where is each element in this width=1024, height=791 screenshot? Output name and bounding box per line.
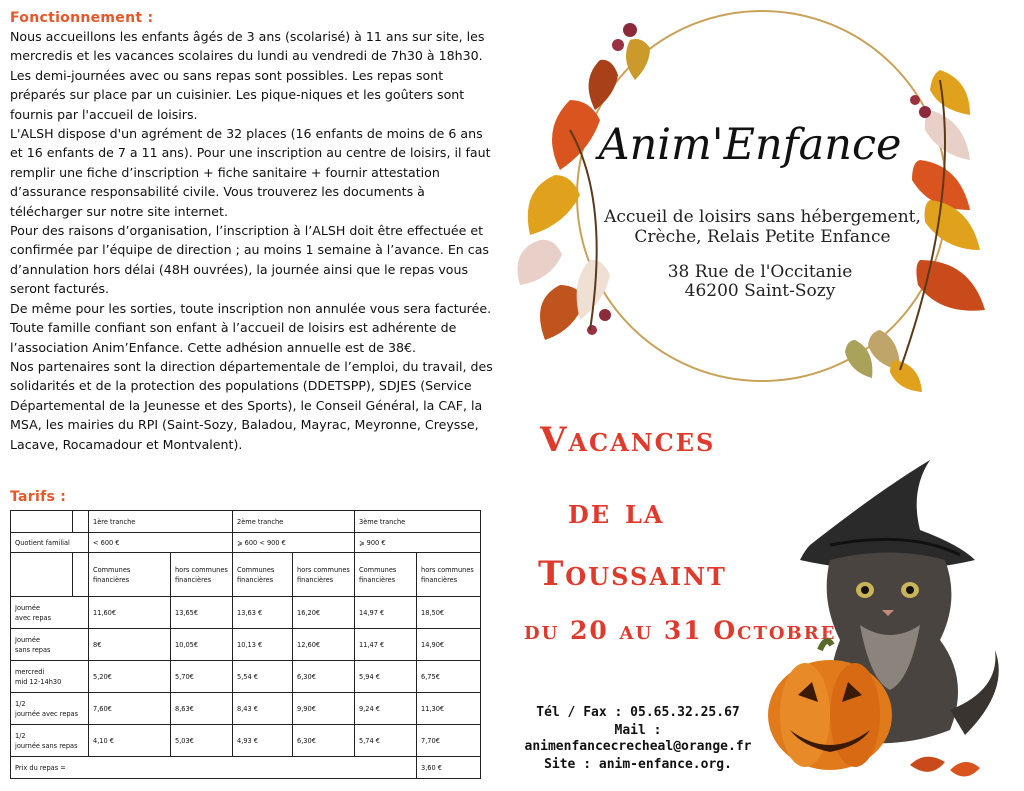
quotient-value: ⩾ 900 € bbox=[355, 533, 481, 553]
brand-subtitle bbox=[575, 207, 950, 247]
subtitle-line: Crèche, Relais Petite Enfance bbox=[634, 227, 891, 247]
paragraph: L'ALSH dispose d'un agrément de 32 places (16 enfants de moins de 6 ans et 16 enfants de 7 a 11 ans). Pour une inscription au centre de loisirs, il faut remplir une fiche d’inscription + fiche sanitaire + fournir attestation d’assurance responsabilité civile. Vous trouverez les documents à télécharger sur notre site internet. bbox=[10, 126, 491, 219]
price-cell: 8€ bbox=[89, 629, 171, 661]
table-row bbox=[11, 511, 481, 533]
contact-mail-label: Mail : bbox=[614, 723, 662, 738]
event-title-line: Vacances bbox=[540, 420, 716, 460]
fonctionnement-heading: Fonctionnement : bbox=[10, 10, 154, 26]
paragraph: Nous accueillons les enfants âgés de 3 ans (scolarisé) à 11 ans sur site, les mercredis et les vacances scolaires du lundi au vendredi de 7h30 à 18h30. Les demi-journées avec ou sans repas sont possibles. Les repas sont préparés sur place par un cuisinier. Les pique-niques et les goûters sont fournis par l'accueil de loisirs. bbox=[10, 29, 485, 122]
paragraph: De même pour les sorties, toute inscription non annulée vous sera facturée. bbox=[10, 300, 492, 316]
price-cell: 5,20€ bbox=[89, 661, 171, 693]
price-cell: 9,24 € bbox=[355, 693, 417, 725]
table-row bbox=[11, 553, 481, 597]
paragraph: Pour des raisons d’organisation, l’inscription à l’ALSH doit être effectuée et confirmée par l’équipe de direction ; au moins 1 semaine à l’avance. En cas d’annulation hors délai (48H ouvrées), la journée ainsi que le repas vous seront facturés. bbox=[10, 223, 489, 297]
row-label: 1/2 journée avec repas bbox=[11, 693, 89, 725]
price-cell: 5,94 € bbox=[355, 661, 417, 693]
price-cell: 11,30€ bbox=[417, 693, 481, 725]
price-cell: 5,03€ bbox=[171, 725, 233, 757]
row-label: Journée avec repas bbox=[11, 597, 89, 629]
row-label: mercredi mid 12-14h30 bbox=[11, 661, 89, 693]
price-cell: 11,47 € bbox=[355, 629, 417, 661]
table-cell bbox=[11, 511, 73, 533]
fonctionnement-section bbox=[10, 10, 495, 454]
price-cell: 8,43 € bbox=[233, 693, 293, 725]
event-dates: du 20 au 31 Octobre bbox=[524, 616, 837, 645]
contact-site[interactable]: Site : anim-enfance.org. bbox=[544, 757, 732, 772]
price-cell: 13,65€ bbox=[171, 597, 233, 629]
price-cell: 7,60€ bbox=[89, 693, 171, 725]
communes-header: hors communes financières bbox=[417, 553, 481, 597]
row-label: Journée sans repas bbox=[11, 629, 89, 661]
communes-header: Communes financières bbox=[89, 553, 171, 597]
event-title-line: Toussaint bbox=[538, 554, 727, 594]
price-cell: 9,90€ bbox=[293, 693, 355, 725]
table-cell bbox=[73, 511, 89, 533]
contact-tel: Tél / Fax : 05.65.32.25.67 bbox=[536, 705, 740, 720]
price-cell: 5,54 € bbox=[233, 661, 293, 693]
quotient-label: Quotient familial bbox=[11, 533, 89, 553]
price-cell: 14,90€ bbox=[417, 629, 481, 661]
tranche-header: 3ème tranche bbox=[355, 511, 481, 533]
fonctionnement-text bbox=[10, 27, 495, 454]
tranche-header: 2ème tranche bbox=[233, 511, 355, 533]
prix-repas-value: 3,60 € bbox=[417, 757, 481, 779]
table-row bbox=[11, 725, 481, 757]
price-cell: 8,63€ bbox=[171, 693, 233, 725]
communes-header: Communes financières bbox=[233, 553, 293, 597]
subtitle-line: Accueil de loisirs sans hébergement, bbox=[604, 207, 921, 227]
event-title-line: de la bbox=[568, 492, 665, 532]
tarifs-heading: Tarifs : bbox=[10, 489, 67, 505]
price-cell: 16,20€ bbox=[293, 597, 355, 629]
table-cell bbox=[73, 553, 89, 597]
communes-header: hors communes financières bbox=[293, 553, 355, 597]
table-row bbox=[11, 693, 481, 725]
price-cell: 6,30€ bbox=[293, 725, 355, 757]
table-row bbox=[11, 661, 481, 693]
price-cell: 5,74 € bbox=[355, 725, 417, 757]
halloween-cat-illustration-icon bbox=[760, 450, 1022, 788]
address-line: 46200 Saint-Sozy bbox=[684, 281, 836, 301]
price-cell: 10,05€ bbox=[171, 629, 233, 661]
price-cell: 14,97 € bbox=[355, 597, 417, 629]
table-row bbox=[11, 597, 481, 629]
price-cell: 7,70€ bbox=[417, 725, 481, 757]
quotient-value: < 600 € bbox=[89, 533, 233, 553]
price-cell: 10,13 € bbox=[233, 629, 293, 661]
communes-header: hors communes financières bbox=[171, 553, 233, 597]
table-row bbox=[11, 533, 481, 553]
paragraph: Nos partenaires sont la direction départementale de l’emploi, du travail, des solidarités et de la protection des populations (DDETSPP), SDJES (Service Départemental de la Jeunesse et des Sports), le Conseil Général, la CAF, la MSA, les mairies du RPI (Saint-Sozy, Baladou, Mayrac, Meyronne, Creysse, Lacave, Rocamadour et Montvalent). bbox=[10, 358, 493, 452]
address-line: 38 Rue de l'Occitanie bbox=[667, 262, 853, 282]
price-cell: 4,10 € bbox=[89, 725, 171, 757]
tranche-header: 1ère tranche bbox=[89, 511, 233, 533]
price-cell: 13,63 € bbox=[233, 597, 293, 629]
table-row bbox=[11, 629, 481, 661]
prix-repas-label: Prix du repas = bbox=[11, 757, 417, 779]
price-cell: 11,60€ bbox=[89, 597, 171, 629]
row-label: 1/2 journée sans repas bbox=[11, 725, 89, 757]
tarifs-table bbox=[10, 510, 481, 779]
paragraph: Toute famille confiant son enfant à l’accueil de loisirs est adhérente de l’association Anim’Enfance. Cette adhésion annuelle est de 38€. bbox=[10, 320, 457, 355]
contact-mail[interactable]: animenfancecrecheal@orange.fr bbox=[524, 739, 752, 754]
price-cell: 6,30€ bbox=[293, 661, 355, 693]
table-row bbox=[11, 757, 481, 779]
price-cell: 12,60€ bbox=[293, 629, 355, 661]
price-cell: 4,93 € bbox=[233, 725, 293, 757]
price-cell: 18,50€ bbox=[417, 597, 481, 629]
table-cell bbox=[11, 553, 73, 597]
contact-block bbox=[508, 705, 768, 775]
price-cell: 6,75€ bbox=[417, 661, 481, 693]
brand-name: Anim'Enfance bbox=[598, 120, 902, 170]
communes-header: Communes financières bbox=[355, 553, 417, 597]
quotient-value: ⩾ 600 < 900 € bbox=[233, 533, 355, 553]
price-cell: 5,70€ bbox=[171, 661, 233, 693]
address bbox=[600, 263, 920, 301]
